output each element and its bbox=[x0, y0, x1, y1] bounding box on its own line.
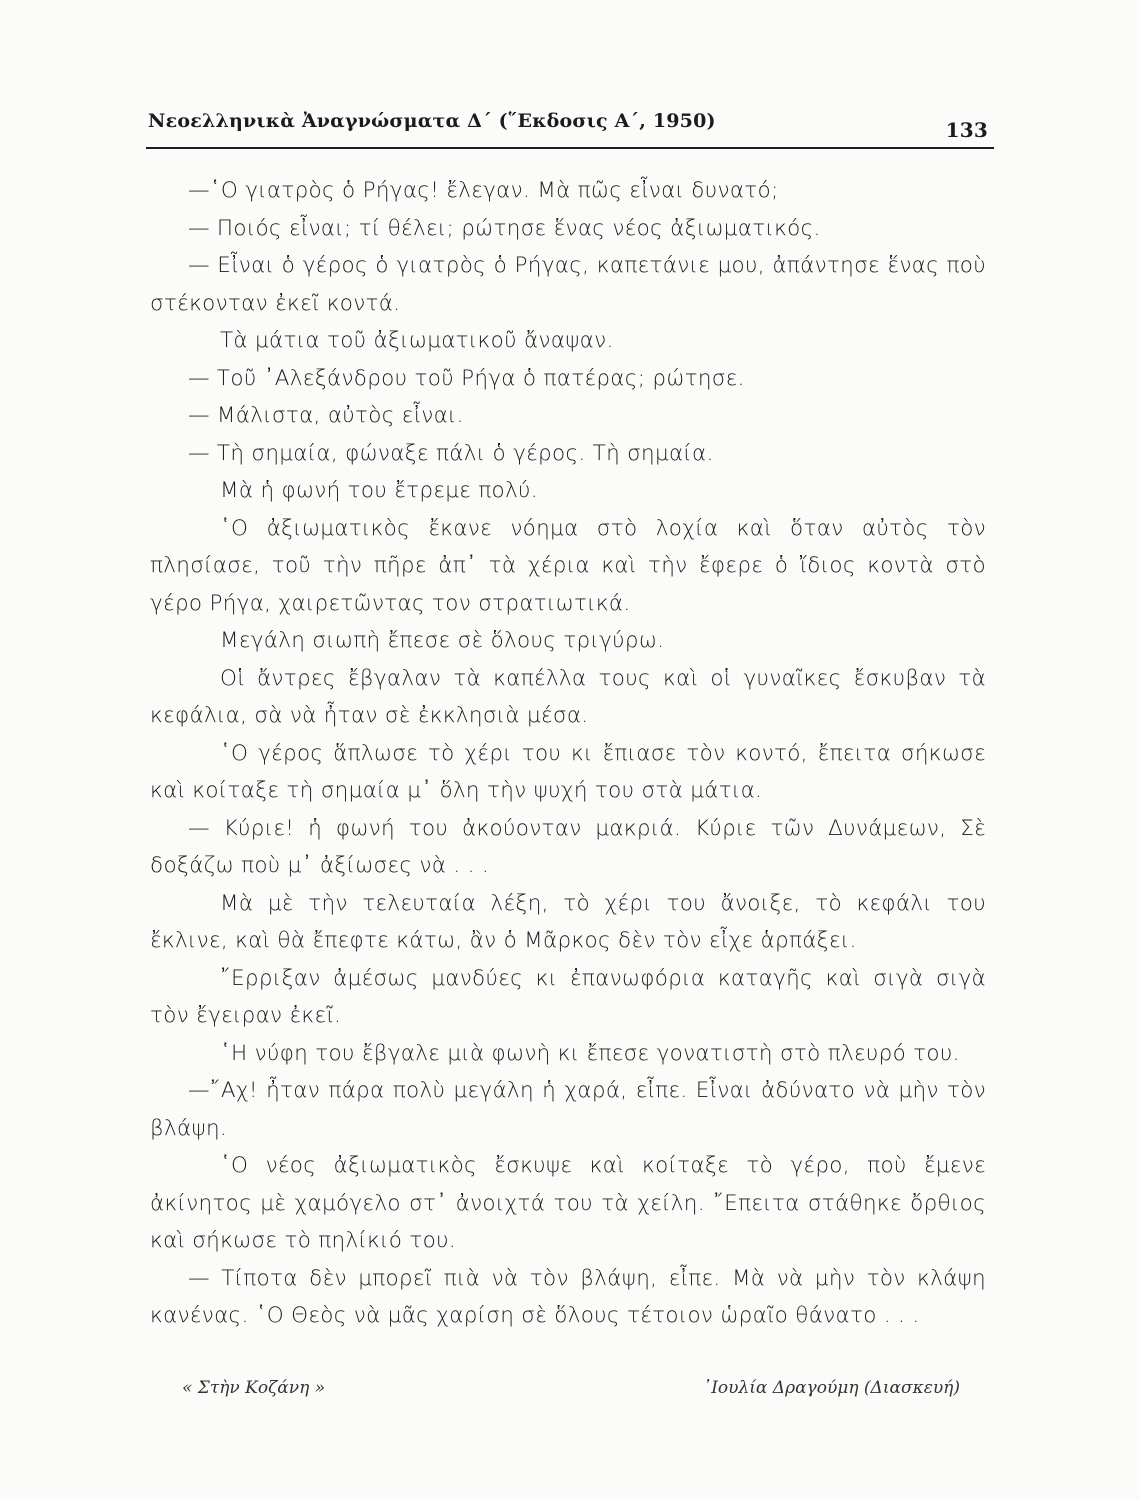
author-credit: ᾿Ιουλία Δραγούμη (Διασκευή) bbox=[702, 1378, 960, 1398]
paragraph: Μεγάλη σιωπὴ ἔπεσε σὲ ὅλους τριγύρω. bbox=[220, 628, 665, 653]
paragraph: — Τίποτα δὲν μπορεῖ πιὰ νὰ τὸν βλάψη, εἶπε. Μὰ νὰ μὴν τὸν κλάψη κανένας. ῾Ο Θεὸς νὰ μᾶς χαρίση σὲ ὅλους τέτοιον ὡραῖο θάνατο . . . bbox=[150, 1265, 986, 1328]
paragraph: — Τοῦ ᾿Αλεξάνδρου τοῦ Ρήγα ὁ πατέρας; ρώτησε. bbox=[188, 365, 745, 391]
source-title: « Στὴν Κοζάνη » bbox=[182, 1378, 326, 1398]
paragraph: —῎Αχ! ἦταν πάρα πολὺ μεγάλη ἡ χαρά, εἶπε. Εἶναι ἀδύνατο νὰ μὴν τὸν βλάψη. bbox=[150, 1078, 986, 1141]
paragraph: — Κύριε! ἡ φωνή του ἀκούονταν μακριά. Κύριε τῶν Δυνάμεων, Σὲ δοξάζω ποὺ μ᾿ ἀξίωσες νὰ . . . bbox=[150, 815, 986, 878]
paragraph: Τὰ μάτια τοῦ ἀξιωματικοῦ ἄναψαν. bbox=[220, 328, 614, 353]
header-rule bbox=[146, 147, 994, 149]
paragraph: ῾Ο γέρος ἅπλωσε τὸ χέρι του κι ἔπιασε τὸν κοντό, ἔπειτα σήκωσε καὶ κοίταξε τὴ σημαία μ᾿ ὅλη τὴν ψυχή του στὰ μάτια. bbox=[150, 740, 986, 803]
paragraph: — Εἶναι ὁ γέρος ὁ γιατρὸς ὁ Ρήγας, καπετάνιε μου, ἀπάντησε ἕνας ποὺ στέκονταν ἐκεῖ κοντά. bbox=[150, 253, 986, 316]
paragraph: — Τὴ σημαία, φώναξε πάλι ὁ γέρος. Τὴ σημαία. bbox=[188, 440, 714, 466]
paragraph: — Ποιός εἶναι; τί θέλει; ρώτησε ἕνας νέος ἀξιωματικός. bbox=[188, 215, 821, 241]
paragraph: Μὰ ἡ φωνή του ἔτρεμε πολύ. bbox=[220, 478, 538, 503]
paragraph: — Μάλιστα, αὐτὸς εἶναι. bbox=[188, 403, 464, 428]
page-number: 133 bbox=[945, 118, 988, 142]
paragraph: Οἱ ἄντρες ἔβγαλαν τὰ καπέλλα τους καὶ οἱ γυναῖκες ἔσκυβαν τὰ κεφάλια, σὰ νὰ ἦταν σὲ ἐκκλησιὰ μέσα. bbox=[150, 665, 986, 728]
attribution bbox=[150, 1378, 986, 1408]
body-text bbox=[150, 172, 986, 1335]
paragraph: ῎Ερριξαν ἀμέσως μανδύες κι ἐπανωφόρια καταγῆς καὶ σιγὰ σιγὰ τὸν ἔγειραν ἐκεῖ. bbox=[150, 965, 986, 1028]
book-title: Νεοελληνικὰ Ἀναγνώσματα Δ΄ (῞Εκδοσις Α΄, 1950) bbox=[148, 110, 716, 132]
paragraph: ῾Ο ἀξιωματικὸς ἔκανε νόημα στὸ λοχία καὶ ὅταν αὐτὸς τὸν πλησίασε, τοῦ τὴν πῆρε ἀπ᾿ τὰ χέρια καὶ τὴν ἔφερε ὁ ἴδιος κοντὰ στὸ γέρο Ρήγα, χαιρετῶντας τον στρατιωτικά. bbox=[150, 515, 986, 616]
paragraph: —῾Ο γιατρὸς ὁ Ρήγας! ἔλεγαν. Μὰ πῶς εἶναι δυνατό; bbox=[188, 178, 779, 203]
paragraph: ῾Ο νέος ἀξιωματικὸς ἔσκυψε καὶ κοίταξε τὸ γέρο, ποὺ ἔμενε ἀκίνητος μὲ χαμόγελο στ᾿ ἀνοιχτά του τὰ χείλη. ῎Επειτα στάθηκε ὄρθιος καὶ σήκωσε τὸ πηλίκιό του. bbox=[150, 1153, 986, 1253]
paragraph: Μὰ μὲ τὴν τελευταία λέξη, τὸ χέρι του ἄνοιξε, τὸ κεφάλι του ἔκλινε, καὶ θὰ ἔπεφτε κάτω, ἂν ὁ Μᾶρκος δὲν τὸν εἶχε ἁρπάξει. bbox=[150, 890, 986, 953]
paragraph: ῾Η νύφη του ἔβγαλε μιὰ φωνὴ κι ἔπεσε γονατιστὴ στὸ πλευρό του. bbox=[220, 1040, 960, 1066]
running-header bbox=[148, 110, 988, 142]
